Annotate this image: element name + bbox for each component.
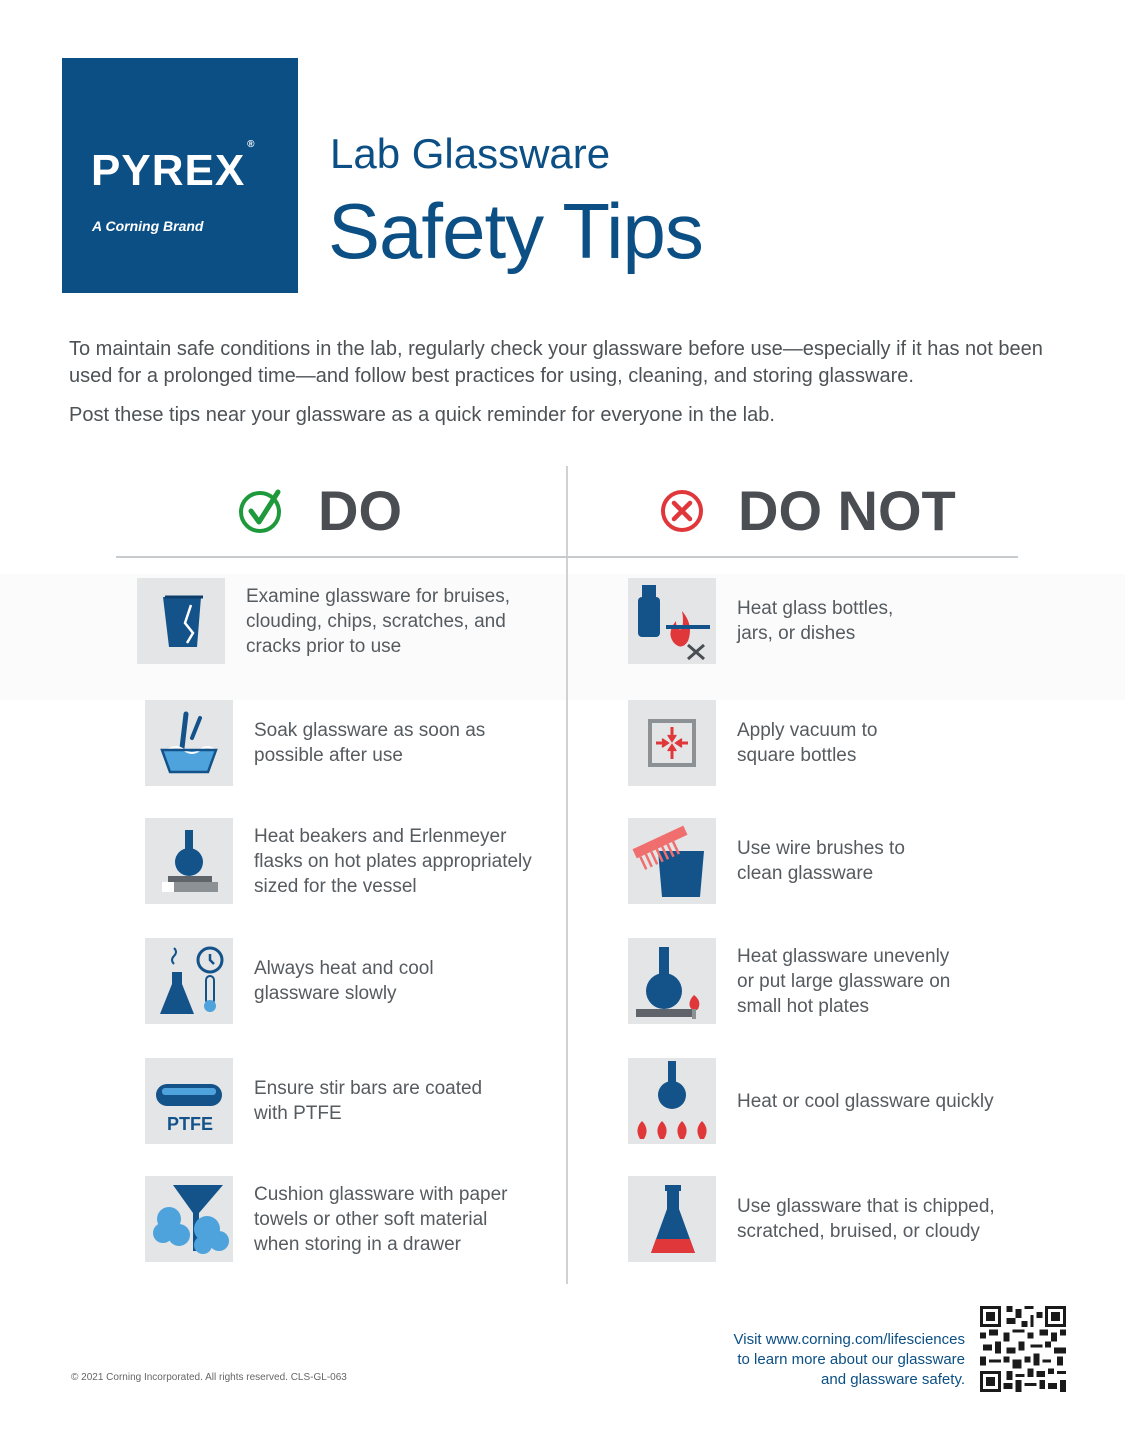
- flask-clock-thermometer-icon: [145, 938, 233, 1024]
- intro-reminder: Post these tips near your glassware as a quick reminder for everyone in the lab.: [69, 404, 775, 426]
- do-not-item-text: Heat glass bottles, jars, or dishes: [737, 598, 894, 644]
- do-item-text: Examine glassware for bruises, clouding, chips, scratches, and cracks prior to use: [246, 585, 510, 657]
- heat-bottle-flame-icon: [628, 578, 716, 664]
- do-not-item: [628, 700, 877, 786]
- do-not-item-text: Heat or cool glassware quickly: [737, 1090, 994, 1112]
- ptfe-stir-bar-icon: [145, 1058, 233, 1144]
- do-item: [145, 938, 434, 1024]
- copyright-notice: © 2021 Corning Incorporated. All rights reserved. CLS-GL-063: [71, 1372, 347, 1383]
- do-not-item-text: Use wire brushes to clean glassware: [737, 838, 905, 884]
- x-circle-icon: [658, 487, 706, 535]
- do-not-heading: [658, 478, 956, 543]
- do-item-text: Cushion glassware with paper towels or other soft material when storing in a drawer: [254, 1183, 508, 1255]
- page-title-line1: Lab Glassware: [330, 130, 611, 177]
- checkmark-circle-icon: [236, 486, 286, 536]
- vacuum-square-bottle-icon: [628, 700, 716, 786]
- do-item: [137, 578, 510, 664]
- chipped-flask-icon: [628, 1176, 716, 1262]
- do-heading-label: DO: [318, 479, 402, 542]
- do-item-text: Ensure stir bars are coated with PTFE: [254, 1078, 483, 1124]
- column-divider: [566, 466, 568, 1284]
- do-not-heading-label: DO NOT: [738, 479, 956, 542]
- do-not-item: [628, 818, 905, 904]
- do-not-item: [628, 578, 893, 664]
- do-not-item: [628, 1176, 995, 1262]
- do-not-item-text: Use glassware that is chipped, scratched, bruised, or cloudy: [737, 1196, 995, 1242]
- wire-brush-beaker-icon: [628, 818, 716, 904]
- flask-on-hotplate-icon: [145, 818, 233, 904]
- do-not-item-text: Apply vacuum to square bottles: [737, 720, 878, 766]
- qr-code-icon[interactable]: [980, 1306, 1066, 1392]
- do-heading: [236, 478, 402, 543]
- page-title-line2: Safety Tips: [328, 187, 703, 275]
- brand-tagline: A Corning Brand: [92, 218, 204, 234]
- do-item: [145, 818, 532, 904]
- flask-uneven-heat-icon: [628, 938, 716, 1024]
- heading-rule: [116, 556, 1018, 558]
- brand-name: PYREX®: [91, 139, 256, 195]
- intro-paragraph: To maintain safe conditions in the lab, regularly check your glassware before use—especially if it has not been used for a prolonged time—and follow best practices for using, cleaning, and storing glassware.: [69, 338, 1043, 387]
- corning-lifesciences-link[interactable]: Visit www.corning.com/lifesciences to learn more about our glassware and glassware safety.: [733, 1331, 965, 1388]
- do-not-item: [628, 1058, 994, 1144]
- do-item: [145, 1058, 482, 1144]
- do-item-text: Heat beakers and Erlenmeyer flasks on hot plates appropriately sized for the vessel: [254, 825, 532, 897]
- do-not-item: [628, 938, 950, 1024]
- soaking-glassware-icon: [145, 700, 233, 786]
- cushioned-funnel-icon: [145, 1176, 233, 1262]
- pyrex-logo: [62, 58, 298, 293]
- flask-over-flames-icon: [628, 1058, 716, 1144]
- do-not-item-text: Heat glassware unevenly or put large glassware on small hot plates: [737, 945, 951, 1017]
- ptfe-label: PTFE: [166, 1114, 214, 1134]
- do-item-text: Soak glassware as soon as possible after use: [254, 720, 486, 766]
- do-item: [145, 1176, 507, 1262]
- do-item: [145, 700, 485, 786]
- cracked-beaker-icon: [137, 578, 225, 664]
- do-item-text: Always heat and cool glassware slowly: [254, 958, 434, 1004]
